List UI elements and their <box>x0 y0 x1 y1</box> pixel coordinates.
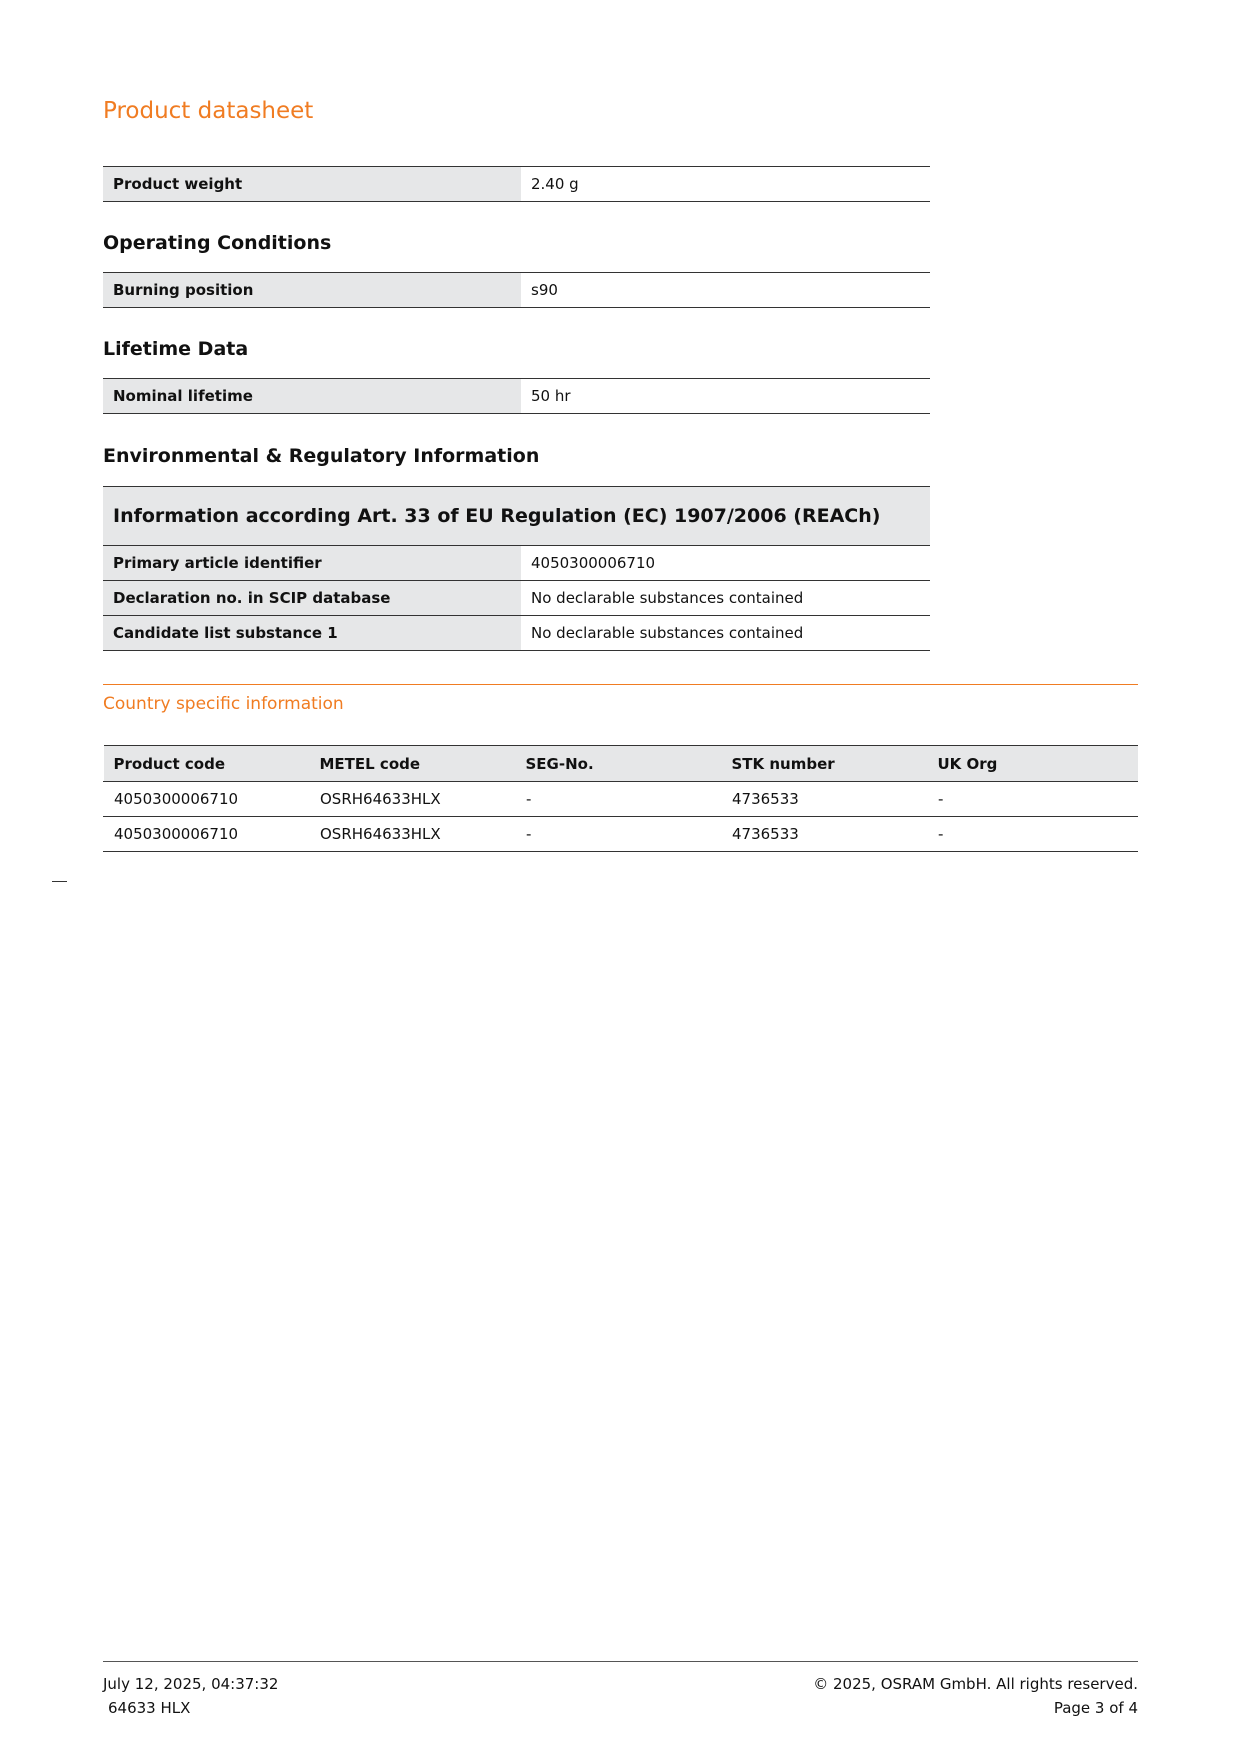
table-row <box>103 167 930 202</box>
table-row <box>104 782 1139 817</box>
nominal-lifetime-label: Nominal lifetime <box>103 379 521 414</box>
footer-product: 64633 HLX <box>108 1699 191 1717</box>
section-divider <box>103 684 1138 685</box>
margin-dash <box>52 881 67 882</box>
burning-position-label: Burning position <box>103 273 521 308</box>
operating-table <box>103 272 930 308</box>
footer-divider <box>103 1661 1138 1662</box>
table-cell: - <box>516 782 722 817</box>
table-row <box>103 379 930 414</box>
footer-page-number: Page 3 of 4 <box>1053 1699 1138 1717</box>
footer-copyright: © 2025, OSRAM GmbH. All rights reserved. <box>813 1675 1138 1693</box>
country-heading: Country specific information <box>103 694 344 714</box>
table-row <box>103 273 930 308</box>
footer-left <box>103 1672 278 1720</box>
table-cell: - <box>928 782 1139 817</box>
table-cell: 4736533 <box>722 782 928 817</box>
reach-title: Information according Art. 33 of EU Regulation (EC) 1907/2006 (REACh) <box>103 486 930 546</box>
reach-row-label: Primary article identifier <box>103 546 521 581</box>
footer-timestamp: July 12, 2025, 04:37:32 <box>103 1675 279 1693</box>
page-title: Product datasheet <box>103 98 314 124</box>
reach-block <box>103 486 930 651</box>
table-cell: OSRH64633HLX <box>310 782 516 817</box>
column-header: Product code <box>104 746 310 782</box>
lifetime-table <box>103 378 930 414</box>
operating-heading: Operating Conditions <box>103 232 332 254</box>
reach-row-label: Candidate list substance 1 <box>103 616 521 651</box>
table-header-row <box>104 746 1139 782</box>
table-row <box>104 817 1139 852</box>
table-cell: OSRH64633HLX <box>310 817 516 852</box>
country-table <box>103 745 1138 852</box>
table-row <box>103 581 930 616</box>
table-row <box>103 616 930 651</box>
footer-right <box>813 1672 1138 1720</box>
table-row <box>103 546 930 581</box>
column-header: UK Org <box>928 746 1139 782</box>
reach-row-value: No declarable substances contained <box>521 616 930 651</box>
table-cell: - <box>516 817 722 852</box>
reach-row-label: Declaration no. in SCIP database <box>103 581 521 616</box>
lifetime-heading: Lifetime Data <box>103 338 249 360</box>
column-header: STK number <box>722 746 928 782</box>
burning-position-value: s90 <box>521 273 930 308</box>
table-cell: - <box>928 817 1139 852</box>
table-cell: 4050300006710 <box>104 817 310 852</box>
weight-label: Product weight <box>103 167 521 202</box>
table-cell: 4736533 <box>722 817 928 852</box>
column-header: SEG-No. <box>516 746 722 782</box>
weight-value: 2.40 g <box>521 167 930 202</box>
weight-table <box>103 166 930 202</box>
nominal-lifetime-value: 50 hr <box>521 379 930 414</box>
reach-row-value: 4050300006710 <box>521 546 930 581</box>
environmental-heading: Environmental & Regulatory Information <box>103 445 540 467</box>
reach-table <box>103 546 930 651</box>
table-cell: 4050300006710 <box>104 782 310 817</box>
column-header: METEL code <box>310 746 516 782</box>
reach-row-value: No declarable substances contained <box>521 581 930 616</box>
